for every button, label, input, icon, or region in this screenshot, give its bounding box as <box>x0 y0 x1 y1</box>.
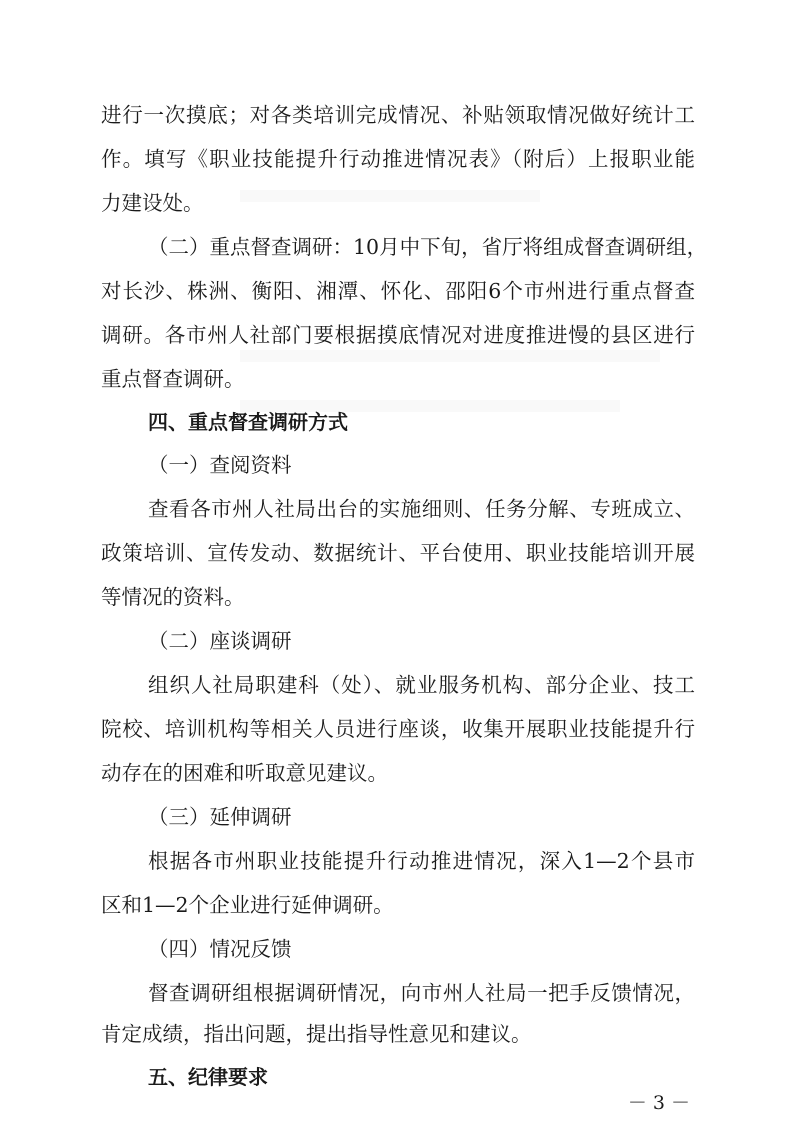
body-text-line: 组织人社局职建科（处）、就业服务机构、部分企业、技工 <box>148 673 695 697</box>
body-text-line: 作。填写《职业技能提升行动推进情况表》（附后）上报职业能 <box>101 147 695 171</box>
subsection-paragraph-line: （二）重点督查调研：10月中下旬，省厅将组成督查调研组， <box>148 235 708 259</box>
body-text-line: 调研。各市州人社部门要根据摸底情况对进度推进慢的县区进行 <box>101 323 695 347</box>
body-text-line: 对长沙、株洲、衡阳、湘潭、怀化、邵阳6个市州进行重点督查 <box>101 279 695 303</box>
body-text-line: 等情况的资料。 <box>101 585 245 609</box>
body-text-line: 督查调研组根据调研情况，向市州人社局一把手反馈情况， <box>148 981 695 1005</box>
subsection-heading: （三）延伸调研 <box>148 805 292 829</box>
body-text-line: 肯定成绩，指出问题，提出指导性意见和建议。 <box>101 1022 532 1046</box>
page-number: － 3 － <box>627 1092 690 1114</box>
show-through-mark <box>240 350 660 362</box>
section-heading: 四、重点督查调研方式 <box>148 410 348 434</box>
subsection-heading: （四）情况反馈 <box>148 937 292 961</box>
body-text-line: 进行一次摸底；对各类培训完成情况、补贴领取情况做好统计工 <box>101 103 695 127</box>
section-heading: 五、纪律要求 <box>148 1065 268 1089</box>
body-text-line: 查看各市州人社局出台的实施细则、任务分解、专班成立、 <box>148 497 695 521</box>
body-text-line: 重点督查调研。 <box>101 367 245 391</box>
body-text-line: 根据各市州职业技能提升行动推进情况，深入1—2个县市 <box>148 849 695 873</box>
subsection-heading: （二）座谈调研 <box>148 629 292 653</box>
body-text-line: 院校、培训机构等相关人员进行座谈，收集开展职业技能提升行 <box>101 717 695 741</box>
body-text-line: 政策培训、宣传发动、数据统计、平台使用、职业技能培训开展 <box>101 541 695 565</box>
body-text-line: 动存在的困难和听取意见建议。 <box>101 761 388 785</box>
body-text-line: 区和1—2个企业进行延伸调研。 <box>101 893 394 917</box>
subsection-heading: （一）查阅资料 <box>148 453 292 477</box>
body-text-line: 力建设处。 <box>101 191 204 215</box>
